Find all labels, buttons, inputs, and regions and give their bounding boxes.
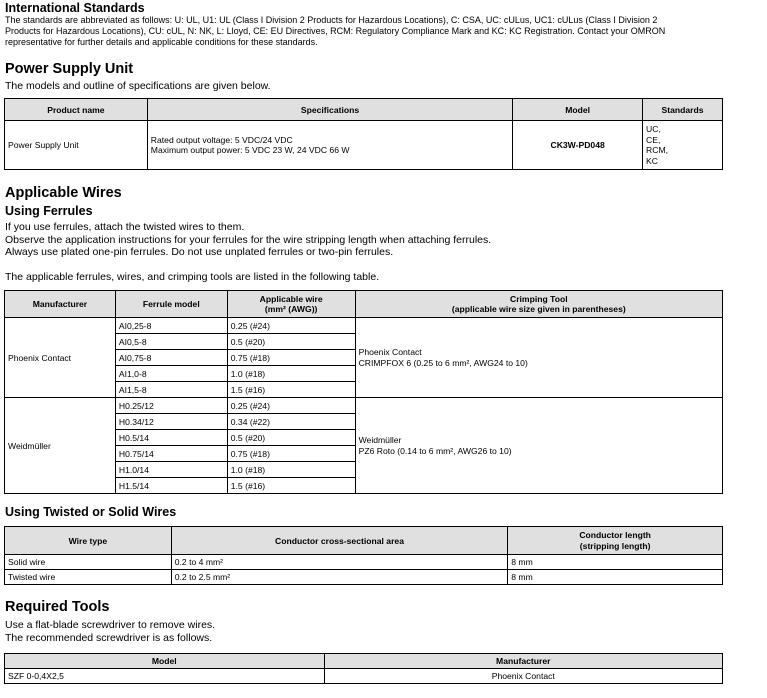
- table-row: [5, 398, 723, 414]
- ferrule-table: [4, 290, 723, 494]
- standard-item: RCM,: [646, 145, 668, 155]
- ferrule-wire: 1.0 (#18): [227, 462, 355, 478]
- ferrule-wire: 0.5 (#20): [227, 430, 355, 446]
- intl-line: The standards are abbreviated as follows: U: UL, U1: UL (Class I Division 2 Products for Hazardous Locations), C: CSA, UC: cULus, UC1: cULus (Class I Division 2: [5, 15, 658, 25]
- ferrules-text: [5, 221, 491, 259]
- ferrule-model: H0.5/14: [115, 430, 227, 446]
- ferrules-title: Using Ferrules: [5, 204, 93, 218]
- standard-item: CE,: [646, 134, 661, 145]
- ferrule-wire: 1.0 (#18): [227, 366, 355, 382]
- wire-length: 8 mm: [508, 555, 723, 570]
- ferrule-model: AI1,5-8: [115, 382, 227, 398]
- tools-line: The recommended screwdriver is as follows.: [5, 631, 213, 644]
- twisted-header-type: Wire type: [5, 527, 172, 555]
- tool-line: Weidmüller: [358, 435, 402, 445]
- wire-area: 0.2 to 4 mm²: [171, 555, 508, 570]
- wire-type: Solid wire: [5, 555, 172, 570]
- tools-title: Required Tools: [5, 599, 110, 615]
- ferrule-header-tool: [355, 291, 722, 318]
- tools-header-model: Model: [5, 654, 325, 669]
- table-row: [5, 669, 723, 684]
- ferrules-line: If you use ferrules, attach the twisted wires to them.: [5, 221, 245, 233]
- tool-line: CRIMPFOX 6 (0.25 to 6 mm², AWG24 to 10): [358, 357, 528, 368]
- header-line: (stripping length): [579, 540, 651, 551]
- header-line: (mm² (AWG)): [264, 304, 318, 314]
- ferrules-line: Observe the application instructions for your ferrules for the wire stripping length when attaching ferrules.: [5, 233, 492, 246]
- wire-type: Twisted wire: [5, 570, 172, 585]
- psu-product: Power Supply Unit: [5, 121, 148, 170]
- wire-area: 0.2 to 2.5 mm²: [171, 570, 508, 585]
- ferrule-model: AI0,5-8: [115, 334, 227, 350]
- psu-spec-line: Rated output voltage: 5 VDC/24 VDC: [150, 134, 293, 145]
- intl-standards-text: [5, 15, 765, 48]
- manufacturer-cell: Phoenix Contact: [5, 318, 116, 398]
- wires-title: Applicable Wires: [5, 185, 122, 201]
- twisted-header-length: [508, 527, 723, 555]
- ferrule-header-wire: [227, 291, 355, 318]
- crimp-tool-cell: [355, 318, 722, 398]
- twisted-header-area: Conductor cross-sectional area: [171, 527, 508, 555]
- psu-header-spec: Specifications: [147, 99, 512, 121]
- intl-line: representative for further details and applicable conditions for these standards.: [5, 37, 318, 47]
- tool-line: PZ6 Roto (0.14 to 6 mm², AWG26 to 10): [358, 445, 512, 456]
- ferrule-model: H1.5/14: [115, 478, 227, 494]
- tool-manufacturer: Phoenix Contact: [324, 669, 722, 684]
- standard-item: UC,: [646, 124, 661, 134]
- wire-length: 8 mm: [508, 570, 723, 585]
- ferrule-wire: 1.5 (#16): [227, 478, 355, 494]
- psu-intro: The models and outline of specifications are given below.: [5, 80, 271, 92]
- ferrule-header-model: Ferrule model: [115, 291, 227, 318]
- ferrule-model: H1.0/14: [115, 462, 227, 478]
- psu-header-product: Product name: [5, 99, 148, 121]
- ferrule-model: H0.34/12: [115, 414, 227, 430]
- ferrule-wire: 0.34 (#22): [227, 414, 355, 430]
- ferrule-model: AI1,0-8: [115, 366, 227, 382]
- tools-header-manufacturer: Manufacturer: [324, 654, 722, 669]
- ferrule-model: AI0,25-8: [115, 318, 227, 334]
- psu-spec-line: Maximum output power: 5 VDC 23 W, 24 VDC 66 W: [150, 145, 350, 155]
- ferrule-wire: 0.25 (#24): [227, 318, 355, 334]
- crimp-tool-cell: [355, 398, 722, 494]
- header-line: Conductor length: [579, 530, 651, 540]
- ferrule-model: AI0,75-8: [115, 350, 227, 366]
- ferrule-wire: 0.75 (#18): [227, 446, 355, 462]
- manufacturer-cell: Weidmüller: [5, 398, 116, 494]
- standard-item: KC: [646, 155, 658, 166]
- ferrules-table-intro: The applicable ferrules, wires, and crimping tools are listed in the following table.: [5, 271, 380, 283]
- tools-text: [5, 619, 215, 644]
- ferrule-header-manufacturer: Manufacturer: [5, 291, 116, 318]
- twisted-title: Using Twisted or Solid Wires: [5, 505, 177, 519]
- header-line: Applicable wire: [259, 293, 323, 304]
- ferrule-wire: 1.5 (#16): [227, 382, 355, 398]
- ferrule-wire: 0.25 (#24): [227, 398, 355, 414]
- twisted-table: [4, 526, 723, 585]
- table-row: [5, 570, 723, 585]
- tool-model: SZF 0-0,4X2,5: [5, 669, 325, 684]
- tools-table: [4, 653, 723, 684]
- psu-standards: [643, 121, 723, 170]
- intl-standards-title: International Standards: [5, 1, 145, 15]
- header-line: Crimping Tool: [509, 293, 568, 304]
- tools-line: Use a flat-blade screwdriver to remove wires.: [5, 619, 216, 631]
- tool-line: Phoenix Contact: [358, 347, 422, 357]
- intl-line: Products for Hazardous Locations), CU: cUL, N: NK, L: Lloyd, CE: EU Directives, RCM: Regulatory Compliance Mark and KC: KC Registration. Contact your OMRON: [5, 26, 666, 36]
- ferrule-model: H0.75/14: [115, 446, 227, 462]
- psu-table: [4, 98, 723, 170]
- ferrule-wire: 0.5 (#20): [227, 334, 355, 350]
- psu-header-model: Model: [513, 99, 643, 121]
- psu-title: Power Supply Unit: [5, 61, 134, 77]
- psu-model: CK3W-PD048: [513, 121, 643, 170]
- ferrules-line: Always use plated one-pin ferrules. Do not use unplated ferrules or two-pin ferrules.: [5, 246, 394, 258]
- psu-spec: [147, 121, 512, 170]
- table-row: [5, 555, 723, 570]
- table-row: [5, 121, 723, 170]
- ferrule-model: H0.25/12: [115, 398, 227, 414]
- psu-header-standards: Standards: [643, 99, 723, 121]
- header-line: (applicable wire size given in parentheses): [451, 304, 626, 314]
- ferrule-wire: 0.75 (#18): [227, 350, 355, 366]
- table-row: [5, 318, 723, 334]
